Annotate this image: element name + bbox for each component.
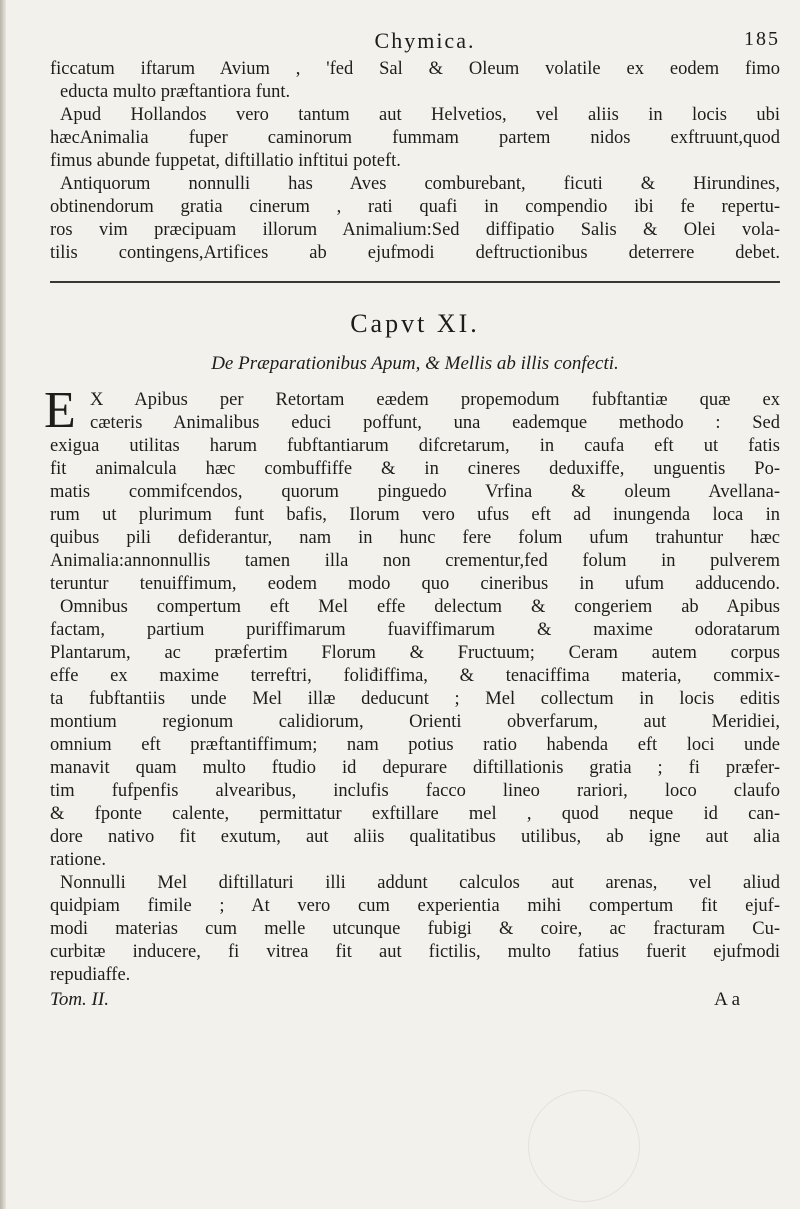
text-line: montium regionum calidiorum, Orienti obverfarum, aut Meridiei,	[50, 712, 780, 732]
text-line: educta multo præftantiora funt.	[60, 82, 291, 102]
running-title: Chymica.	[374, 28, 476, 53]
text-line: omnium eft præftantiffimum; nam potius ratio habenda eft loci unde	[50, 735, 780, 755]
text-line: modi materias cum melle utcunque fubigi & coire, ac fracturam Cu-	[50, 919, 780, 939]
running-head	[50, 28, 780, 58]
text-line: manavit quam multo ftudio id depurare diftillationis gratia ; fi præfer-	[50, 758, 780, 778]
text-line: Animalia:annonnullis tamen illa non crementur,fed folum in pulverem	[50, 551, 780, 571]
text-line: Nonnulli Mel diftillaturi illi addunt calculos aut arenas, vel aliud	[60, 873, 780, 893]
chapter-paragraph-3	[50, 872, 780, 987]
page-gutter-shadow	[0, 0, 6, 1209]
chapter-subtitle: De Præparationibus Apum, & Mellis ab illis confecti.	[211, 353, 619, 374]
chapter-heading: Capvt XI.	[350, 309, 480, 338]
text-line: Antiquorum nonnulli has Aves comburebant, ficuti & Hirundines,	[60, 174, 780, 194]
text-line: rum ut plurimum funt bafis, Ilorum vero ufus eft ad inungenda loca in	[50, 505, 780, 525]
section-rule	[50, 281, 780, 283]
text-line: exigua utilitas harum fubftantiarum difcretarum, in caufa eft ut fatis	[50, 436, 780, 456]
text-line: Apud Hollandos vero tantum aut Helvetios, vel aliis in locis ubi	[60, 105, 780, 125]
page-footer	[50, 989, 780, 1015]
text-line: matis commifcendos, quorum pinguedo Vrfina & oleum Avellana-	[50, 482, 780, 502]
paragraph-2	[50, 104, 780, 173]
text-line: Plantarum, ac præfertim Florum & Fructuum; Ceram autem corpus	[50, 643, 780, 663]
drop-cap: E	[44, 382, 76, 439]
text-line: tim fufpenfis alvearibus, inclufis facco lineo rariori, loco claufo	[50, 781, 780, 801]
text-line: factam, partium puriffimarum fuaviffimarum & maxime odoratarum	[50, 620, 780, 640]
text-line: quibus pili defiderantur, nam in hunc fere folum ufum trahuntur hæc	[50, 528, 780, 548]
text-line: ficcatum iftarum Avium , 'fed Sal & Oleum volatile ex eodem fimo	[50, 59, 780, 79]
paragraph-3	[50, 173, 780, 265]
text-line: & fponte calente, permittatur exftillare mel , quod neque id can-	[50, 804, 780, 824]
text-line: fit animalcula hæc combuffiffe & in cineres deduxiffe, unguentis Po-	[50, 459, 780, 479]
text-block	[44, 28, 780, 1015]
text-line: Omnibus compertum eft Mel effe delectum & congeriem ab Apibus	[60, 597, 780, 617]
text-line: effe ex maxime terreftri, foliđiffima, & tenaciffima materia, commix-	[50, 666, 780, 686]
text-line: obtinendorum gratia cinerum , rati quafi in compendio ibi fe repertu-	[50, 197, 780, 217]
catchword: A a	[714, 989, 740, 1010]
text-line: dore nativo fit exutum, aut aliis qualitatibus utilibus, ab igne aut alia	[50, 827, 780, 847]
text-line: teruntur tenuiffimum, eodem modo quo cineribus in ufum adducendo.	[50, 574, 780, 594]
volume-signature: Tom. II.	[50, 989, 109, 1010]
text-line: ta fubftantiis unde Mel illæ deducunt ; Mel collectum in locis editis	[50, 689, 780, 709]
page-number: 185	[744, 28, 780, 50]
text-line: repudiaffe.	[50, 965, 131, 985]
text-line: ratione.	[50, 850, 106, 870]
text-line: quidpiam fimile ; At vero cum experientia mihi compertum fit ejuf-	[50, 896, 780, 916]
chapter-paragraph-2	[50, 596, 780, 872]
text-line: hæcAnimalia fuper caminorum fummam partem nidos exftruunt,quod	[50, 128, 780, 148]
text-line: curbitæ inducere, fi vitrea fit aut fictilis, multo fatius fuerit ejufmodi	[50, 942, 780, 962]
text-line: tilis contingens,Artifices ab ejufmodi deftructionibus deterrere debet.	[50, 243, 780, 263]
text-line: ros vim præcipuam illorum Animalium:Sed diffipatio Salis & Olei vola-	[50, 220, 780, 240]
paragraph-1	[50, 58, 780, 104]
text-line: fimus abunde fuppetat, diftillatio inftitui poteft.	[50, 151, 401, 171]
text-line: X Apibus per Retortam eædem propemodum fubftantiæ quæ ex	[90, 390, 780, 410]
chapter-paragraph-1	[44, 382, 780, 596]
paper-stain	[528, 1090, 640, 1202]
text-line: cæteris Animalibus educi poffunt, una eademque methodo : Sed	[90, 413, 780, 433]
